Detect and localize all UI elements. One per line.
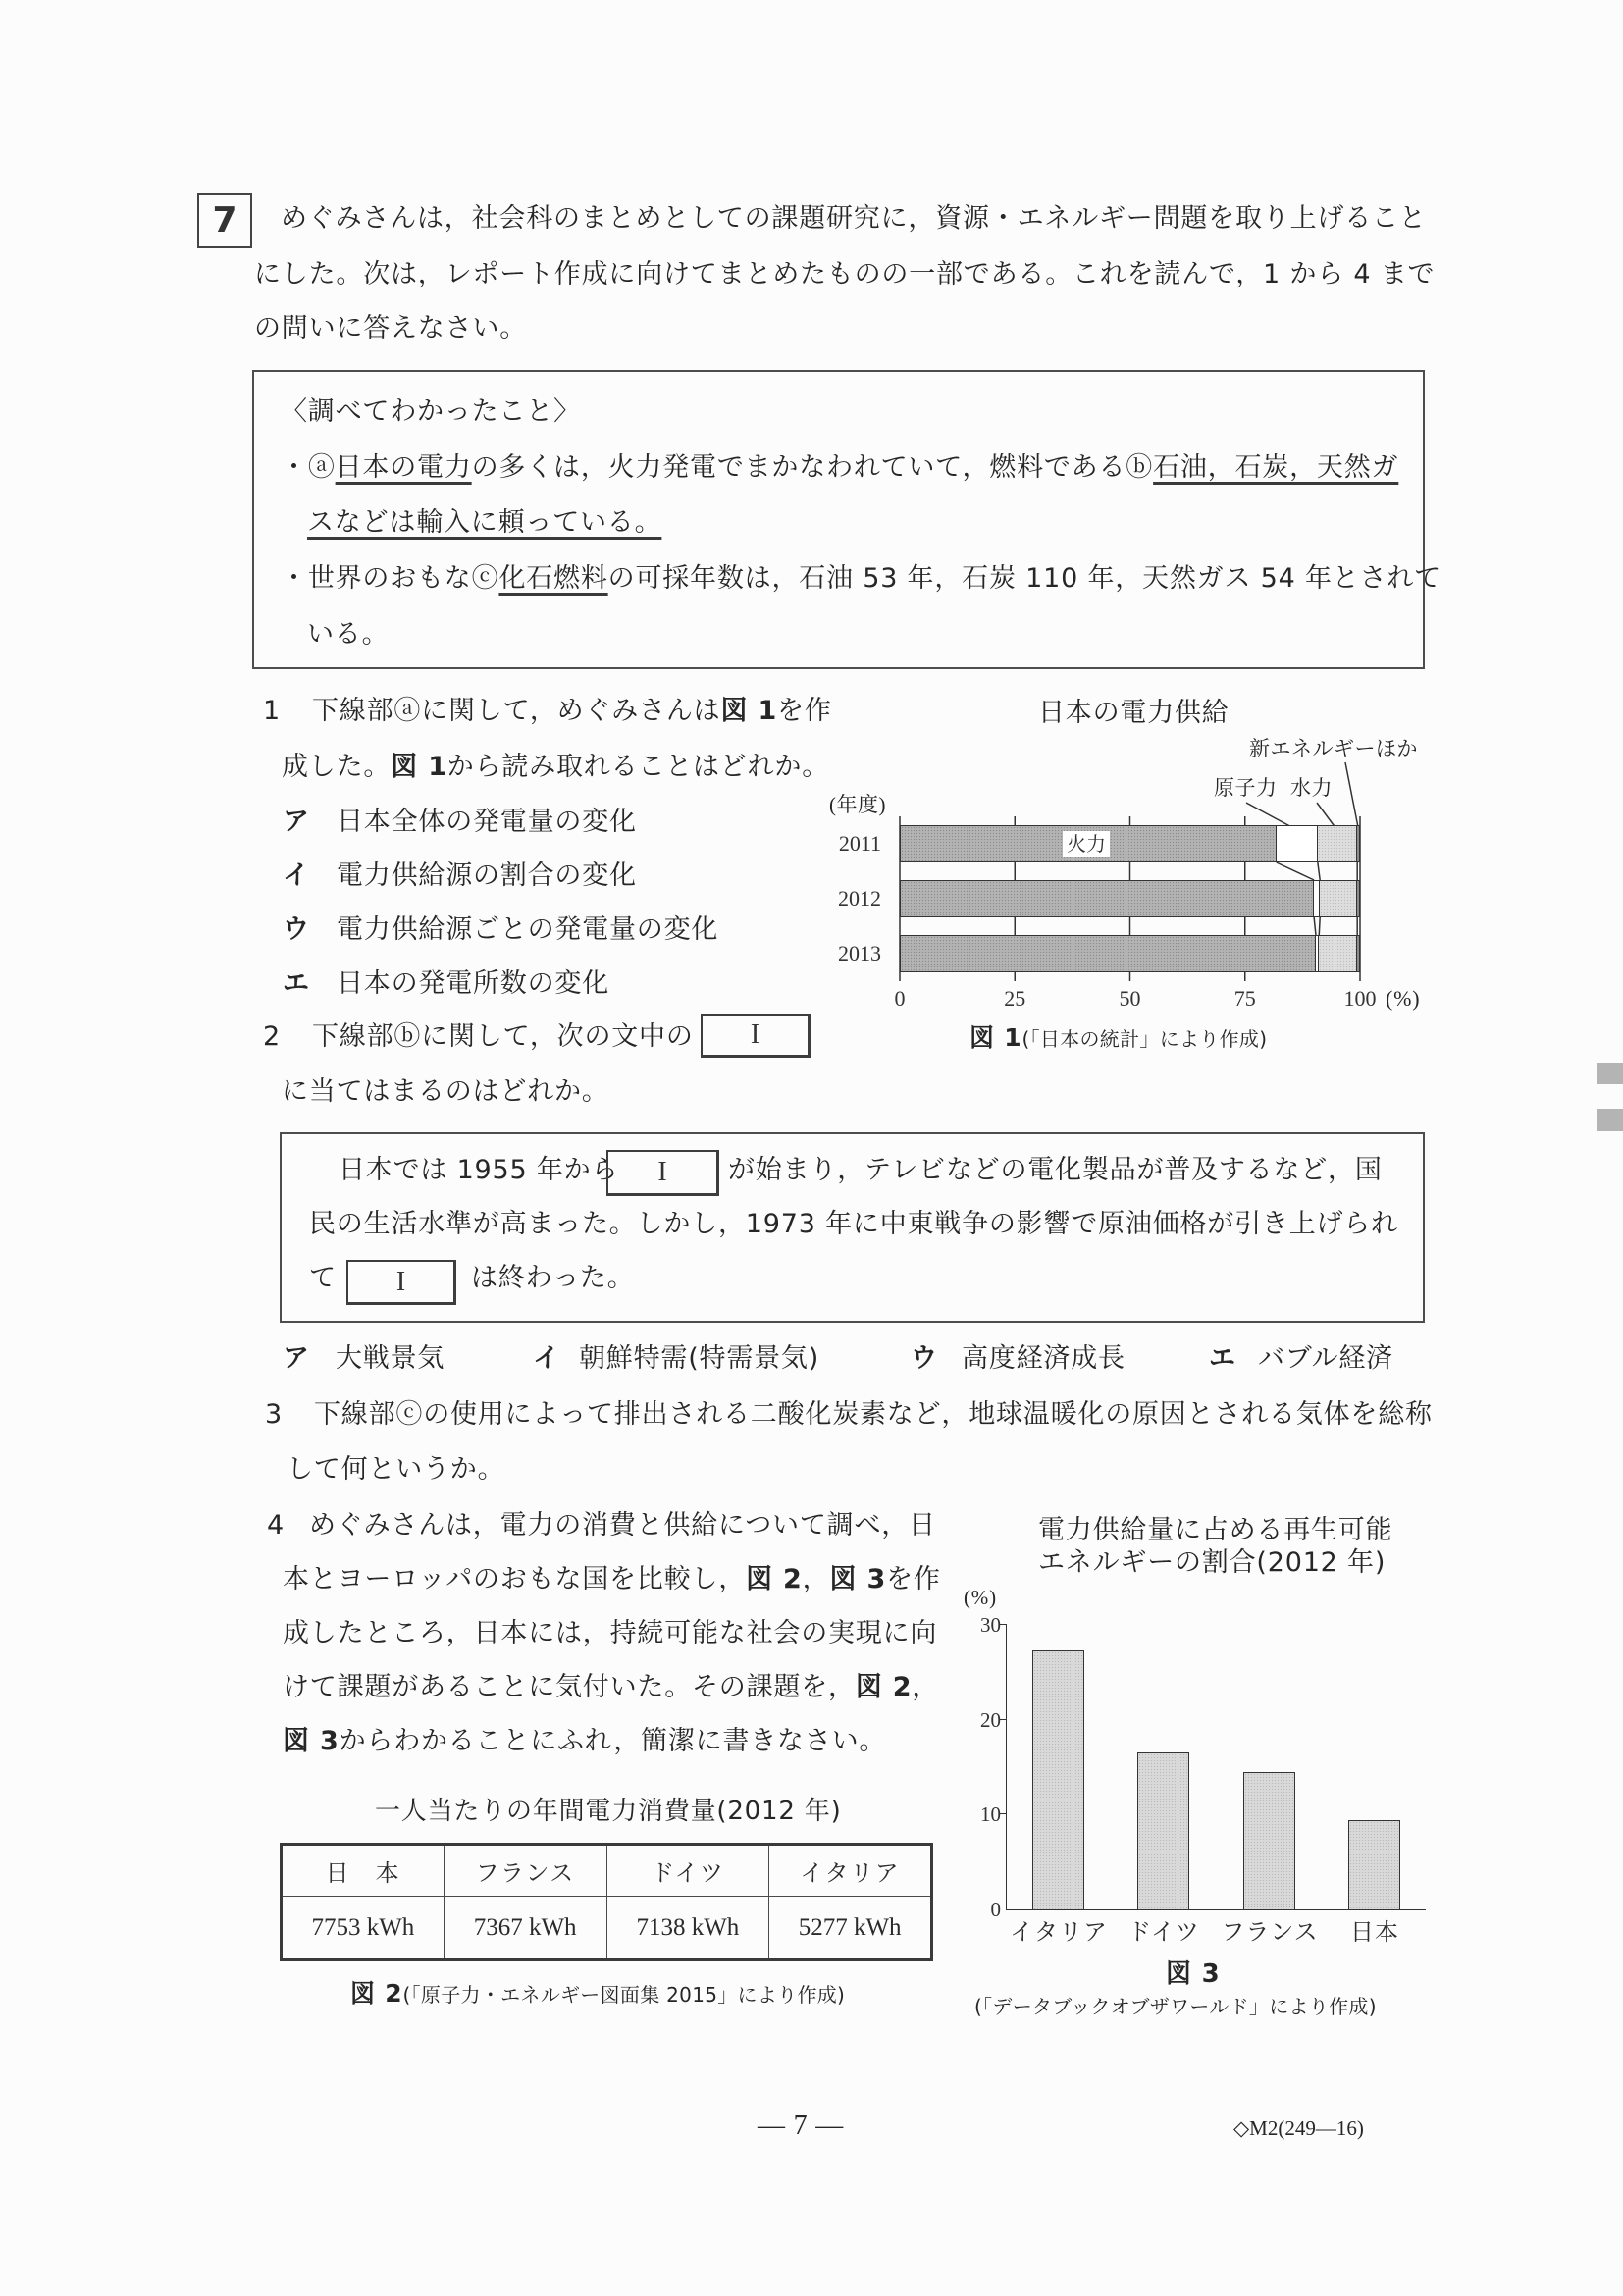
q4-text: けて課題があることに気付いた。その課題を， bbox=[283, 1672, 856, 1702]
x-tick-label: 0 bbox=[894, 986, 906, 1011]
bullet: ・ bbox=[281, 563, 308, 594]
q1-choice-u-text: 電力供給源ごとの発電量の変化 bbox=[337, 914, 719, 945]
figure-3-title-line-2: エネルギーの割合(2012 年) bbox=[1038, 1547, 1387, 1578]
year-label-2012: 2012 bbox=[838, 886, 881, 911]
marker-a: ⓐ bbox=[307, 452, 336, 483]
y-axis-unit: (%) bbox=[964, 1586, 997, 1609]
x-tick-label: 25 bbox=[1004, 986, 1026, 1011]
label-nuclear: 原子力 bbox=[1214, 776, 1278, 800]
exam-code: ◇M2(249—16) bbox=[1233, 2116, 1364, 2140]
table-header-row bbox=[282, 1845, 932, 1897]
boundary-connector-line bbox=[1318, 862, 1320, 880]
q2-line-2: に当てはまるのはどれか。 bbox=[282, 1076, 609, 1107]
year-label-2011: 2011 bbox=[838, 831, 881, 856]
q1-text: 成した。 bbox=[282, 752, 392, 782]
boundary-connector-line bbox=[1314, 917, 1316, 935]
figure-2-ref: 図 2 bbox=[855, 1672, 913, 1702]
q4-line-2 bbox=[283, 1563, 941, 1596]
q4-line-5 bbox=[283, 1725, 886, 1758]
label-hydro: 水力 bbox=[1290, 776, 1333, 800]
bar-france bbox=[1243, 1772, 1295, 1909]
figure-2-source: (「原子力・エネルギー図面集 2015」により作成) bbox=[402, 1983, 846, 2007]
table-header-france: フランス bbox=[444, 1845, 606, 1897]
x-tick-label: 100 bbox=[1343, 986, 1377, 1011]
passage-line-3b: は終わった。 bbox=[471, 1263, 635, 1293]
comma: ， bbox=[912, 1672, 940, 1702]
passage-line-1b: が始まり，テレビなどの電化製品が普及するなど，国 bbox=[728, 1155, 1383, 1185]
category-label-japan: 日本 bbox=[1350, 1918, 1399, 1946]
intro-line-2: にした。次は，レポート作成に向けてまとめたものの一部である。これを読んで，1 から 4 まで bbox=[254, 259, 1436, 289]
underline-b-text: 石油，石炭，天然ガ bbox=[1153, 452, 1399, 483]
q1-choice-a-text: 日本全体の発電量の変化 bbox=[337, 807, 637, 837]
q4-number: 4 bbox=[267, 1510, 285, 1540]
figure-3-plot bbox=[980, 1613, 1426, 1946]
q1-number: 1 bbox=[263, 696, 281, 726]
q2-choice-u-text: 高度経済成長 bbox=[962, 1343, 1126, 1374]
marker-b: ⓑ bbox=[1126, 452, 1154, 483]
q1-choice-a-label: ア bbox=[283, 807, 310, 837]
figure-2-title: 一人当たりの年間電力消費量(2012 年) bbox=[375, 1797, 842, 1826]
q2-choice-i-label: イ bbox=[533, 1343, 560, 1374]
q2-choice-a-text: 大戦景気 bbox=[336, 1343, 445, 1374]
figure-1-caption bbox=[969, 1024, 1267, 1052]
q2-choice-e-label: エ bbox=[1209, 1343, 1236, 1374]
figure-3-ref: 図 3 bbox=[829, 1564, 887, 1594]
q4-text: からわかることにふれ，簡潔に書きなさい。 bbox=[339, 1726, 887, 1756]
figure-3-source: (「データブックオブザワールド」により作成) bbox=[974, 1995, 1377, 2018]
intro-line-3: の問いに答えなさい。 bbox=[254, 313, 527, 343]
table-header-germany: ドイツ bbox=[606, 1845, 769, 1897]
leader-lines bbox=[0, 0, 1623, 1079]
x-axis-unit: (%) bbox=[1386, 986, 1421, 1011]
passage-line-1a: 日本では 1955 年から bbox=[339, 1155, 619, 1185]
comma: ， bbox=[802, 1564, 830, 1594]
figure-2-ref: 図 2 bbox=[746, 1564, 803, 1594]
marker-c: ⓒ bbox=[471, 563, 499, 594]
q3-line-2: して何というか。 bbox=[287, 1454, 505, 1485]
table-cell-japan: 7753 kWh bbox=[282, 1897, 445, 1960]
underline-b-text-cont: スなどは輸入に頼っている。 bbox=[307, 507, 662, 538]
figure-2-caption bbox=[350, 1980, 845, 2008]
y-tick-label: 20 bbox=[980, 1707, 1001, 1732]
label-thermal: 火力 bbox=[1063, 831, 1110, 857]
intro-line-1: めぐみさんは，社会科のまとめとしての課題研究に，資源・エネルギー問題を取り上げること bbox=[281, 203, 1427, 234]
figure-3-number: 図 3 bbox=[1166, 1959, 1221, 1989]
q1-text: から読み取れることはどれか。 bbox=[446, 752, 829, 782]
q1-text: 下線部ⓐに関して，めぐみさんは bbox=[312, 696, 721, 726]
figure-1-source: (「日本の統計」により作成) bbox=[1021, 1027, 1268, 1051]
blank-i-box: I bbox=[701, 1014, 811, 1058]
figure-2-number: 図 2 bbox=[350, 1979, 403, 2008]
q2-choice-u-label: ウ bbox=[911, 1343, 938, 1374]
category-label-france: フランス bbox=[1221, 1918, 1319, 1946]
findings-text: の可採年数は，石油 53 年，石炭 110 年，天然ガス 54 年とされて bbox=[607, 563, 1441, 594]
blank-i-box: I bbox=[346, 1260, 456, 1305]
q1-choice-e-label: エ bbox=[283, 968, 310, 999]
passage-line-3a: て bbox=[309, 1263, 337, 1293]
bar-italy bbox=[1032, 1650, 1084, 1909]
figure-2-table bbox=[280, 1843, 933, 1961]
figure-1-plot bbox=[894, 816, 1377, 1011]
blank-i-box: I bbox=[606, 1150, 719, 1196]
q2-choice-i-text: 朝鮮特需(特需景気) bbox=[579, 1343, 820, 1374]
table-cell-italy: 5277 kWh bbox=[769, 1897, 932, 1960]
q1-choice-i-text: 電力供給源の割合の変化 bbox=[337, 861, 637, 891]
q2-choice-e-text: バブル経済 bbox=[1258, 1343, 1393, 1374]
y-tick-mark bbox=[1000, 1624, 1007, 1625]
table-cell-france: 7367 kWh bbox=[444, 1897, 606, 1960]
figure-1-title: 日本の電力供給 bbox=[1038, 698, 1230, 728]
y-tick-mark bbox=[1000, 1813, 1007, 1814]
edge-index-tab bbox=[1597, 1063, 1623, 1084]
q4-line-1: めぐみさんは，電力の消費と供給について調べ，日 bbox=[309, 1510, 936, 1540]
bar-japan bbox=[1348, 1820, 1400, 1909]
figure-1-number: 図 1 bbox=[969, 1023, 1022, 1052]
underline-a-text: 日本の電力 bbox=[335, 452, 472, 483]
y-tick-mark bbox=[1000, 1719, 1007, 1720]
q1-text: を作 bbox=[777, 696, 832, 726]
findings-heading: 〈調べてわかったこと〉 bbox=[281, 396, 581, 427]
figure-1-ref: 図 1 bbox=[391, 752, 447, 782]
boundary-connector-line bbox=[1319, 917, 1320, 935]
figure-3-ref: 図 3 bbox=[283, 1726, 340, 1756]
x-tick-label: 50 bbox=[1119, 986, 1141, 1011]
q1-choice-u-label: ウ bbox=[283, 914, 310, 945]
bullet: ・ bbox=[281, 452, 308, 483]
connector-lines bbox=[900, 816, 1360, 981]
boundary-connector-line bbox=[1277, 862, 1314, 880]
bar-germany bbox=[1137, 1752, 1189, 1909]
category-label-italy: イタリア bbox=[1010, 1918, 1108, 1946]
category-label-germany: ドイツ bbox=[1127, 1918, 1200, 1946]
q1-choice-e-text: 日本の発電所数の変化 bbox=[337, 968, 609, 999]
y-tick-label: 0 bbox=[990, 1898, 1001, 1921]
y-axis-label-fiscal-year: (年度) bbox=[829, 793, 886, 816]
year-label-2013: 2013 bbox=[838, 941, 881, 965]
underline-c-text: 化石燃料 bbox=[498, 563, 608, 594]
q3-line-1: 下線部ⓒの使用によって排出される二酸化炭素など，地球温暖化の原因とされる気体を総称 bbox=[314, 1399, 1433, 1430]
q1-choice-i-label: イ bbox=[283, 861, 310, 891]
page-number: — 7 — bbox=[758, 2111, 844, 2141]
label-new-energy: 新エネルギーほか bbox=[1249, 737, 1418, 760]
table-header-italy: イタリア bbox=[769, 1845, 932, 1897]
figure-1-ref: 図 1 bbox=[720, 696, 778, 726]
findings-text: の多くは，火力発電でまかなわれていて，燃料である bbox=[471, 452, 1126, 483]
passage-line-2: 民の生活水準が高まった。しかし，1973 年に中東戦争の影響で原油価格が引き上げられ bbox=[309, 1209, 1398, 1239]
y-tick-label: 10 bbox=[980, 1802, 1001, 1827]
q4-line-4 bbox=[283, 1671, 939, 1704]
findings-text: 世界のおもな bbox=[307, 563, 472, 594]
q2-choice-a-label: ア bbox=[283, 1343, 310, 1374]
table-header-japan: 日 本 bbox=[282, 1845, 445, 1897]
findings-line-4: いる。 bbox=[307, 619, 390, 650]
question-number-box: 7 bbox=[197, 193, 252, 248]
q4-text: 本とヨーロッパのおもな国を比較し， bbox=[283, 1564, 747, 1594]
q4-line-3: 成したところ，日本には，持続可能な社会の実現に向 bbox=[283, 1618, 938, 1648]
q2-number: 2 bbox=[263, 1021, 281, 1052]
table-cell-germany: 7138 kWh bbox=[606, 1897, 769, 1960]
edge-index-tab bbox=[1597, 1109, 1623, 1131]
table-row bbox=[282, 1897, 932, 1960]
q3-number: 3 bbox=[265, 1399, 283, 1430]
x-tick-label: 75 bbox=[1233, 986, 1256, 1011]
figure-3-title-line-1: 電力供給量に占める再生可能 bbox=[1038, 1515, 1393, 1545]
q4-text: を作 bbox=[886, 1564, 941, 1594]
y-tick-label: 30 bbox=[980, 1613, 1001, 1637]
q2-line-1: 下線部ⓑに関して，次の文中の bbox=[312, 1021, 694, 1052]
